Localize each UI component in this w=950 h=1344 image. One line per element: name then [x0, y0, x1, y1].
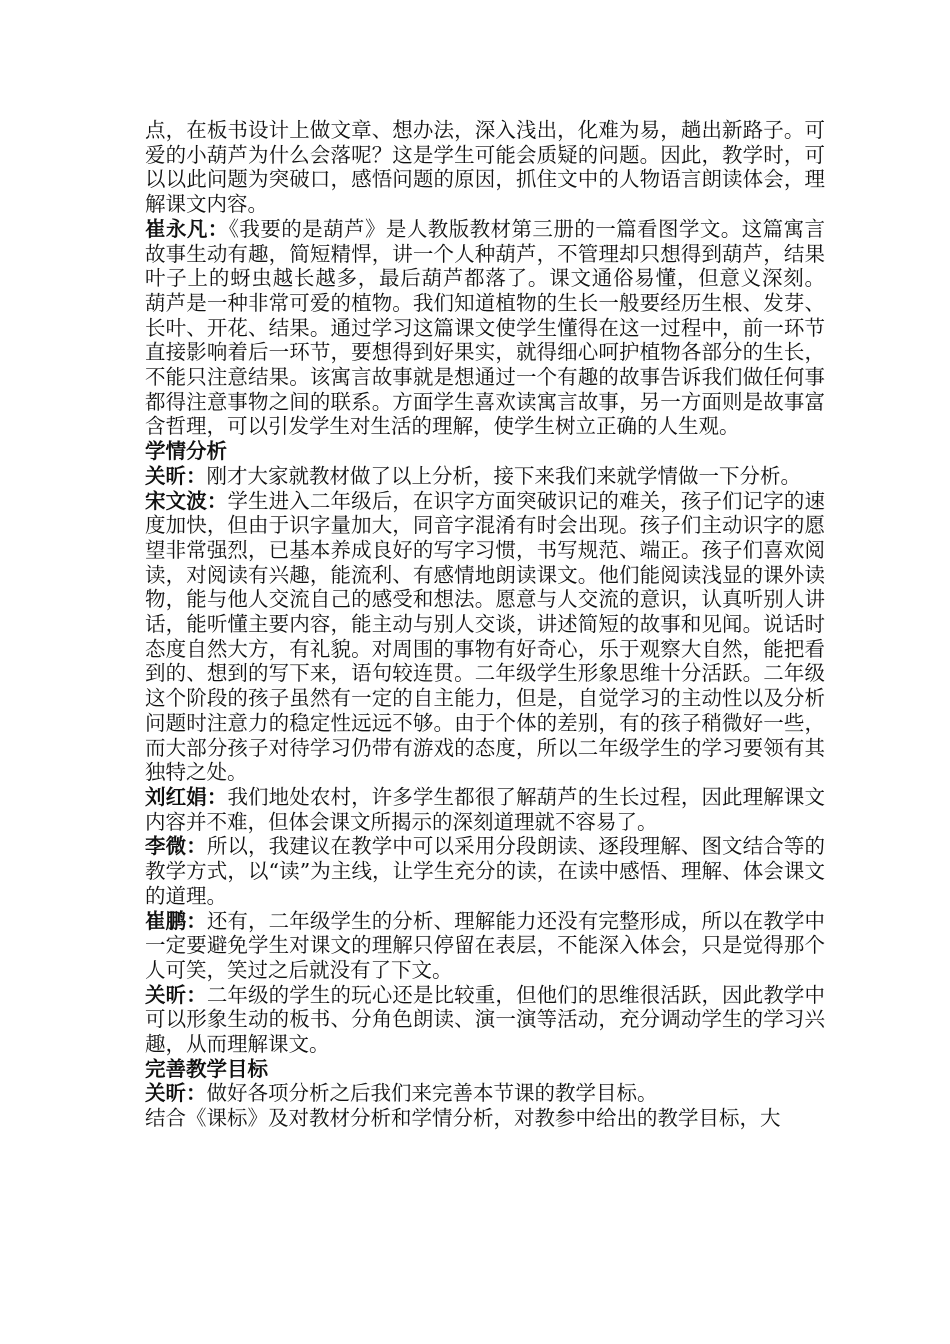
dialogue-entry	[145, 217, 825, 439]
speaker-name: 关昕：	[145, 982, 207, 1007]
speaker-name: 崔永凡：	[145, 216, 229, 241]
dialogue-entry	[145, 489, 825, 785]
speaker-text: 做好各项分析之后我们来完善本节课的教学目标。	[206, 1081, 658, 1106]
speaker-name: 崔鹏：	[145, 908, 207, 933]
final-paragraph: 结合《课标》及对教材分析和学情分析，对教参中给出的教学目标，大	[145, 1106, 781, 1131]
section-heading: 完善教学目标	[145, 1056, 268, 1081]
section-heading: 学情分析	[145, 439, 227, 464]
dialogue-entry	[145, 464, 825, 489]
dialogue-entry	[145, 1081, 825, 1106]
document-page	[145, 118, 825, 1131]
dialogue-entry	[145, 983, 825, 1057]
speaker-text: 还有，二年级学生的分析、理解能力还没有完整形成，所以在教学中一定要避免学生对课文的理解只停留在表层，不能深入体会，只是觉得那个人可笑，笑过之后就没有了下文。	[145, 908, 825, 982]
speaker-text: 我们地处农村，许多学生都很了解葫芦的生长过程，因此理解课文内容并不难，但体会课文所揭示的深刻道理就不容易了。	[145, 784, 825, 834]
intro-paragraph: 点，在板书设计上做文章、想办法，深入浅出，化难为易，趟出新路子。可爱的小葫芦为什么会落呢？这是学生可能会质疑的问题。因此，教学时，可以以此问题为突破口，感悟问题的原因，抓住文中的人物语言朗读体会，理解课文内容。	[145, 118, 825, 217]
speaker-name: 宋文波：	[145, 488, 228, 513]
dialogue-entry	[145, 785, 825, 834]
speaker-name: 关昕：	[145, 1081, 207, 1106]
speaker-name: 李微：	[145, 834, 207, 859]
speaker-name: 关昕：	[145, 463, 207, 488]
speaker-text: 《我要的是葫芦》是人教版教材第三册的一篇看图学文。这篇寓言故事生动有趣，简短精悍，讲一个人种葫芦，不管理却只想得到葫芦，结果叶子上的蚜虫越长越多，最后葫芦都落了。课文通俗易懂，但意义深刻。 葫芦是一种非常可爱的植物。我们知道植物的生长一般要经历生根、发芽、长叶、开花、结果。通过学习这篇课文使学生懂得在这一过程中，前一环节直接影响着后一环节，要想得到好果实，就得细心呵护植物各部分的生长，不能只注意结果。该寓言故事就是想通过一个有趣的故事告诉我们做任何事都得注意事物之间的联系。方面学生喜欢读寓言故事，另一方面则是故事富含哲理，可以引发学生对生活的理解，使学生树立正确的人生观。	[145, 216, 825, 439]
speaker-text: 刚才大家就教材做了以上分析，接下来我们来就学情做一下分析。	[206, 463, 801, 488]
dialogue-entry	[145, 909, 825, 983]
speaker-name: 刘红娟：	[145, 784, 228, 809]
speaker-text: 二年级的学生的玩心还是比较重，但他们的思维很活跃，因此教学中可以形象生动的板书、分角色朗读、演一演等活动，充分调动学生的学习兴趣，从而理解课文。	[145, 982, 825, 1057]
speaker-text: 所以，我建议在教学中可以采用分段朗读、逐段理解、图文结合等的教学方式，以“读”为主线，让学生充分的读，在读中感悟、理解、体会课文的道理。	[145, 834, 825, 908]
dialogue-entry	[145, 834, 825, 908]
speaker-text: 学生进入二年级后，在识字方面突破识记的难关，孩子们记字的速度加快，但由于识字量加大，同音字混淆有时会出现。孩子们主动识字的愿望非常强烈，已基本养成良好的写字习惯，书写规范、端正。孩子们喜欢阅读，对阅读有兴趣，能流利、有感情地朗读课文。他们能阅读浅显的课外读物，能与他人交流自己的感受和想法。愿意与人交流的意识，认真听别人讲话，能听懂主要内容，能主动与别人交谈，讲述简短的故事和见闻。说话时态度自然大方，有礼貌。对周围的事物有好奇心，乐于观察大自然，能把看到的、想到的写下来，语句较连贯。二年级学生形象思维十分活跃。二年级这个阶段的孩子虽然有一定的自主能力，但是，自觉学习的主动性以及分析问题时注意力的稳定性远远不够。由于个体的差别，有的孩子稍微好一些，而大部分孩子对待学习仍带有游戏的态度，所以二年级学生的学习要领有其独特之处。	[145, 488, 825, 785]
